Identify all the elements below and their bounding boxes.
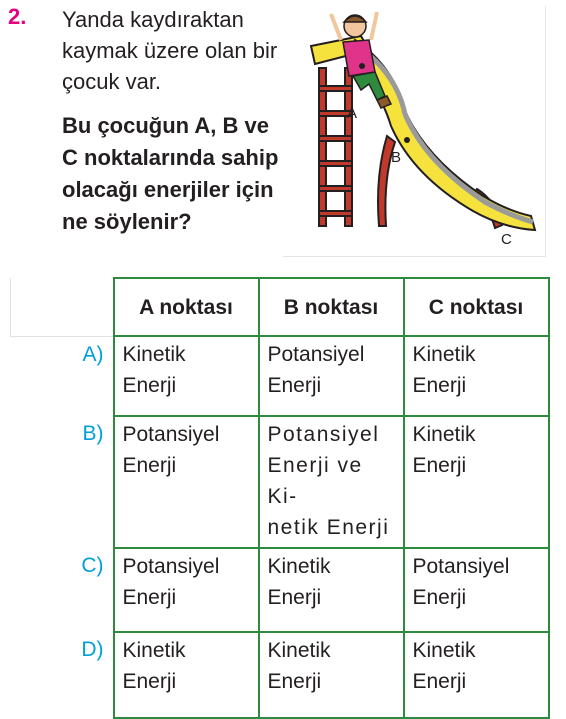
point-c-label: C — [501, 231, 512, 248]
header-c-noktasi: C noktası — [404, 278, 549, 336]
point-a-label: A — [347, 105, 358, 122]
cell-text: Potansiyel Enerji — [122, 423, 220, 477]
cell-text: Potansiyel Enerji — [412, 555, 510, 609]
table-row[interactable] — [11, 632, 549, 718]
point-b-marker — [404, 137, 410, 143]
cell-text: Kinetik Enerji — [412, 343, 476, 397]
question-prompt: Bu çocuğun A, B ve C noktalarında sahip olacağı enerjiler için ne söylenir? — [62, 113, 279, 234]
cell-c — [404, 632, 549, 718]
cell-a — [114, 548, 259, 632]
ladder — [319, 68, 352, 226]
cell-text: Kinetik Enerji — [267, 639, 331, 693]
cell-a — [114, 416, 259, 548]
question-number: 2. — [8, 4, 27, 29]
cell-text: Potansiyel Enerji — [267, 343, 365, 397]
header-a-noktasi: A noktası — [114, 278, 259, 336]
slide-illustration — [283, 6, 546, 257]
option-label[interactable]: A) — [11, 336, 114, 416]
cell-text: Kinetik Enerji — [412, 423, 476, 477]
cell-b — [259, 336, 404, 416]
point-a-marker — [359, 63, 365, 69]
cell-text: Potansiyel Enerji — [122, 555, 220, 609]
cell-text: Kinetik Enerji — [267, 555, 331, 609]
cell-c — [404, 416, 549, 548]
cell-text: Potansiyel Enerji ve Ki- netik Enerji — [267, 423, 390, 539]
cell-a — [114, 632, 259, 718]
cell-text: Kinetik Enerji — [122, 343, 186, 397]
cell-text: Kinetik Enerji — [122, 639, 186, 693]
table-row[interactable] — [11, 336, 549, 416]
cell-b — [259, 416, 404, 548]
question-intro: Yanda kaydıraktan kaymak üzere olan bir çocuk var. — [62, 7, 278, 94]
cell-text: Kinetik Enerji — [412, 639, 476, 693]
table-row[interactable] — [11, 548, 549, 632]
slide-chute — [347, 40, 535, 230]
cell-b — [259, 548, 404, 632]
point-b-label: B — [391, 149, 402, 166]
child-figure — [331, 12, 391, 108]
cell-a — [114, 336, 259, 416]
slide-drawing — [283, 6, 545, 256]
header-b-noktasi: B noktası — [259, 278, 404, 336]
option-label[interactable]: D) — [11, 632, 114, 718]
cell-c — [404, 336, 549, 416]
option-label[interactable]: C) — [11, 548, 114, 632]
cell-b — [259, 632, 404, 718]
table-header-row — [11, 278, 549, 336]
table-corner — [11, 278, 114, 336]
option-label[interactable]: B) — [11, 416, 114, 548]
table-row[interactable] — [11, 416, 549, 548]
cell-c — [404, 548, 549, 632]
answer-table — [10, 277, 550, 719]
